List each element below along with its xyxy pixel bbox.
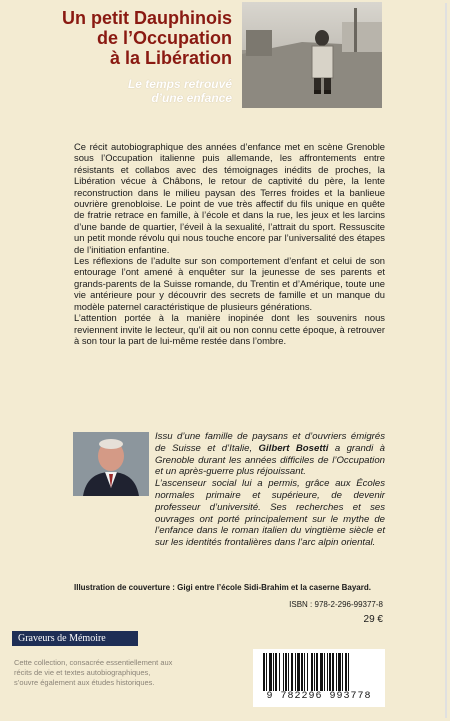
summary-text [74,141,385,346]
page-edge [3,3,447,718]
isbn: ISBN : 978-2-296-99377-8 [289,600,383,609]
price: 29 € [363,614,383,625]
bio-text-1: Issu d’une famille de paysans et d’ouvriers émigrés de Suisse et d’Italie, [155,431,385,454]
book-subtitle [60,77,232,105]
title-line-3: à la Libération [109,48,232,68]
barcode-bars [263,653,375,691]
title-line-2: de l’Occupation [96,28,232,48]
cover-photo [242,2,382,108]
collection-name: Graveurs de Mémoire [12,631,138,646]
title-line-1: Un petit Dauphinois [62,8,232,28]
bio-paragraph-2: L’ascenseur social lui a permis, grâce aux Écoles normales primaire et supérieure, de devenir professeur d’université. Ses recherches et ses ouvrages ont porté principalement sur le mythe de l’enfance dans le roman italien du vingtième siècle et sur les identités frontalières dans l’arc alpin oriental. [155,478,385,549]
bio-text-2: a grandi à Grenoble durant les années difficiles de l’Occupation et un après-guerre plus réjouissant. [155,442,385,478]
illustration-credit: Illustration de couverture : Gigi entre l’école Sidi-Brahim et la caserne Bayard. [74,583,371,592]
summary-paragraph-3: L’attention portée à la manière inopinée dont les souvenirs nous reviennent invite le lecteur, qu’il ait ou non connu cette époque, à retrouver à son tour la part de lui-même restée dans l’ombre. [74,312,385,346]
barcode [253,649,385,707]
barcode-number: 9 782296 993778 [266,691,372,702]
bio-paragraph-1 [155,431,385,478]
summary-paragraph-2: Les réflexions de l’adulte sur son comportement d’enfant et celui de son entourage l’ont amené à enquêter sur la jeunesse de ses parents et grands-parents de la Suisse romande, du Trentin et d’Amérique, toute une vie antérieure pour y découvrir des secrets de famille et un manque du modèle paternel caractéristique de plusieurs générations. [74,255,385,312]
author-portrait-image [73,432,149,496]
author-name: Gilbert Bosetti [258,442,329,454]
subtitle-line-1: Le temps retrouvé [127,77,232,91]
author-photo [73,432,149,496]
collection-description: Cette collection, consacrée essentiellement aux récits de vie et textes autobiographiques, s’ouvre également aux études historiques. [14,658,173,687]
summary-paragraph-1: Ce récit autobiographique des années d’enfance met en scène Grenoble sous l’Occupation italienne puis allemande, les affrontements entre résistants et collabos avec des témoignages inédits de proches, la Libération vécue à Châbons, le retour de captivité du père, la lente reconstruction dans le milieu paysan des Terres froides et la banlieue ouvrière grenobloise. Le point de vue très affectif du fils unique en quête de fratrie retrace en famille, à l’école et dans la rue, les jeux et les larcins d’une bande de quartier, l’éveil à la sexualité, l’attrait du sport. Ressuscite un petit monde révolu qui nous touche encore par l’universalité des étapes de l’initiation enfantine. [74,141,385,255]
book-title [52,8,232,68]
cover-photo-image [242,2,382,108]
subtitle-line-2: d’une enfance [151,91,232,105]
author-bio [155,431,385,549]
